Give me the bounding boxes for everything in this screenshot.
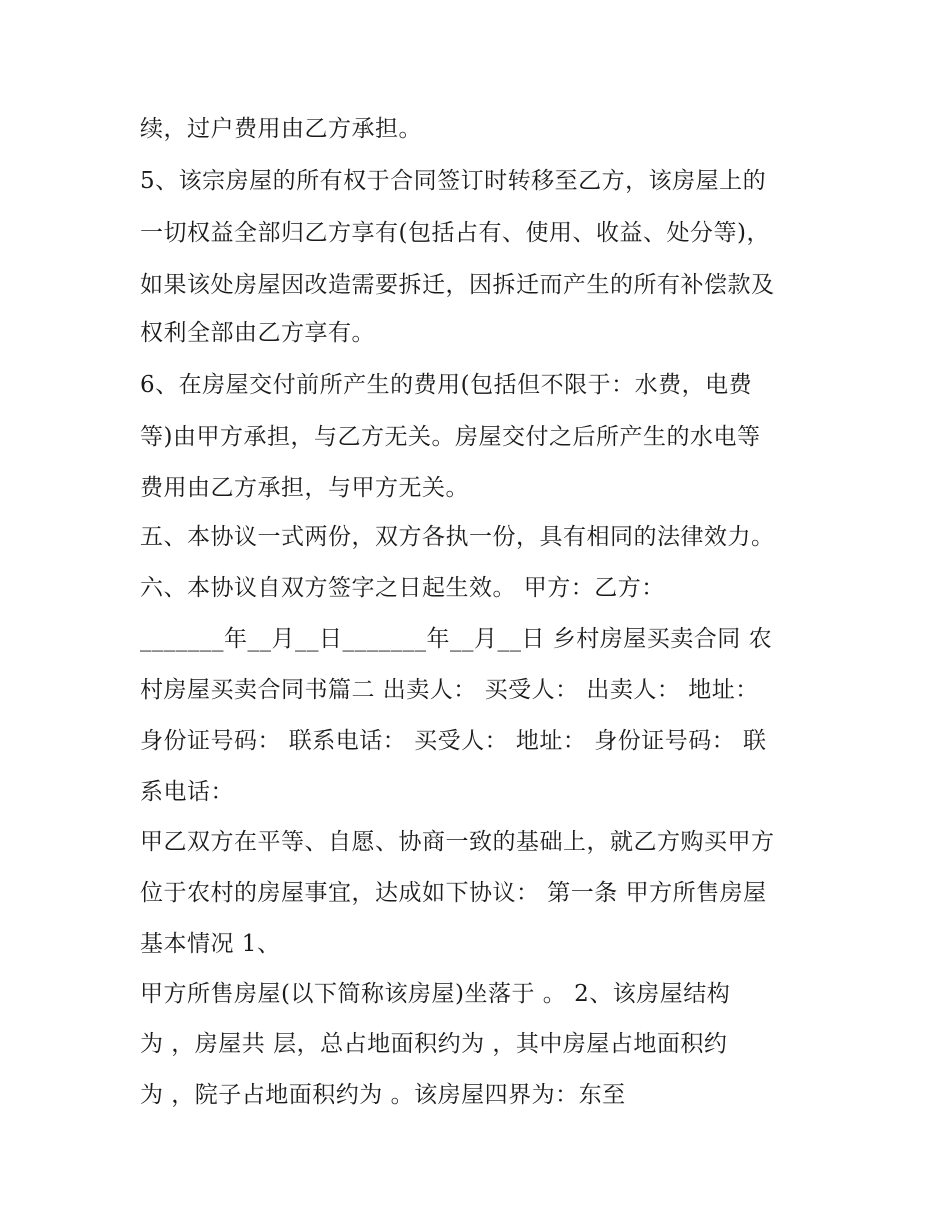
text-line: 六、本协议自双方签字之日起生效。 甲方：乙方： <box>140 575 665 601</box>
text-line: 5、该宗房屋的所有权于合同签订时转移至乙方，该房屋上的 <box>140 168 767 194</box>
text-line: 甲方所售房屋(以下简称该房屋)坐落于 。 2、该房屋结构 <box>140 981 731 1007</box>
text-line: 一切权益全部归乙方享有(包括占有、使用、收益、处分等)， <box>140 220 770 246</box>
text-line: 6、在房屋交付前所产生的费用(包括但不限于：水费，电费 <box>140 372 753 398</box>
text-line: 村房屋买卖合同书篇二 出卖人： 买受人： 出卖人： 地址： <box>140 677 759 703</box>
text-line: 为 ，房屋共 层，总占地面积约为 ，其中房屋占地面积约 <box>140 1031 728 1057</box>
text-line: 费用由乙方承担，与甲方无关。 <box>140 475 469 501</box>
text-line: 系电话： <box>140 779 234 805</box>
text-line: 甲乙双方在平等、自愿、协商一致的基础上，就乙方购买甲方 <box>140 829 775 855</box>
text-line: 基本情况 1、 <box>140 931 281 957</box>
text-line: 权利全部由乙方享有。 <box>140 320 375 346</box>
text-line: 身份证号码： 联系电话： 买受人： 地址： 身份证号码： 联 <box>140 728 767 754</box>
text-line: 续，过户费用由乙方承担。 <box>140 116 422 142</box>
text-line: 位于农村的房屋事宜，达成如下协议： 第一条 甲方所售房屋 <box>140 880 767 906</box>
text-line: 五、本协议一式两份，双方各执一份，具有相同的法律效力。 <box>140 524 775 550</box>
text-line: _______年__月__日_______年__月__日 乡村房屋买卖合同 农 <box>140 626 773 652</box>
text-line: 如果该处房屋因改造需要拆迁，因拆迁而产生的所有补偿款及 <box>140 272 775 298</box>
text-line: 为 ，院子占地面积约为 。该房屋四界为：东至 <box>140 1082 626 1108</box>
text-line: 等)由甲方承担，与乙方无关。房屋交付之后所产生的水电等 <box>140 424 761 450</box>
